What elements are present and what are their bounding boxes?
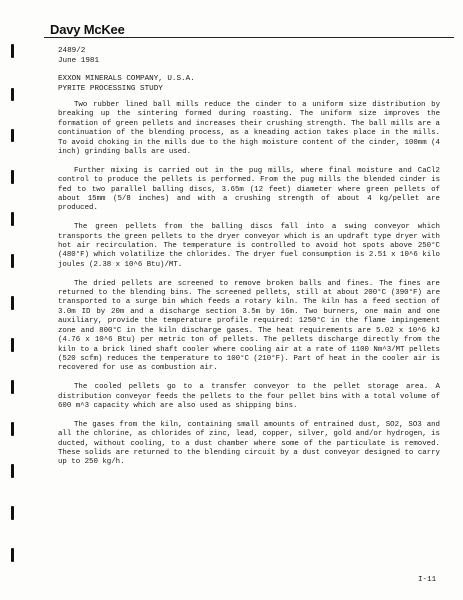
binder-hole bbox=[11, 296, 14, 310]
company-logo: Davy McKee bbox=[50, 22, 125, 37]
paragraph: The green pellets from the balling discs fall into a swing conveyor which transports the green pellets to the dryer conveyor which is an updraft type dryer with hot air recirculation. The temperature is controlled to avoid hot spots above 250°C (480°F) which volatilize the chlorides. The dryer fuel consumption is 2.51 x 10^6 kilo joules (2.38 x 10^6 Btu)/MT. bbox=[58, 223, 440, 269]
document-body bbox=[58, 101, 440, 477]
client-name: EXXON MINERALS COMPANY, U.S.A. bbox=[58, 75, 195, 83]
binder-hole bbox=[11, 506, 14, 520]
binder-hole bbox=[11, 44, 14, 58]
binder-hole bbox=[11, 380, 14, 394]
binder-hole bbox=[11, 170, 14, 184]
binder-hole bbox=[11, 212, 14, 226]
binder-hole bbox=[11, 88, 14, 101]
binder-hole bbox=[11, 338, 14, 352]
header-rule bbox=[44, 37, 454, 38]
binder-hole bbox=[11, 129, 14, 142]
paragraph: The cooled pellets go to a transfer conveyor to the pellet storage area. A distribution conveyor feeds the pellets to the four pellet bins with a total volume of 600 m^3 capacity which are also used as shipping bins. bbox=[58, 383, 440, 410]
binder-hole bbox=[11, 254, 14, 268]
page-number: I-11 bbox=[418, 576, 437, 584]
doc-number: 2489/2 bbox=[58, 47, 86, 55]
paragraph: The gases from the kiln, containing small amounts of entrained dust, SO2, SO3 and all the chlorine, as chlorides of zinc, lead, copper, silver, gold and/or hydrogen, is ducted, without cooling, to a dust chamber where some of the particulate is removed. These solids are returned to the blending circuit by a dust conveyor designed to carry up to 250 kg/h. bbox=[58, 420, 440, 467]
paragraph: Further mixing is carried out in the pug mills, where final moisture and CaCl2 control to produce the pellets is performed. From the pug mills the blended cinder is fed to two parallel balling discs, 3.65m (12 feet) diameter where green pellets of about 15mm (5/8 inches) and with a crushing strength of about 4 kg/pellet are produced. bbox=[58, 166, 440, 213]
binder-hole bbox=[11, 464, 14, 478]
study-title: PYRITE PROCESSING STUDY bbox=[58, 85, 163, 93]
paragraph: The dried pellets are screened to remove broken balls and fines. The fines are returned to the blending bins. The screened pellets, still at about 200°C (390°F) are transported to a surge bin which feeds a rotary kiln. The kiln has a feed section of 3.0m ID by 20m and a discharge section 3.5m by 16m. Two burners, one main and one auxiliary, provide the temperature profile required: 1250°C in the flame impingement zone and 800°C in the kiln discharge gases. The heat requirements are 5.02 x 10^6 kJ (4.76 x 10^6 Btu) per metric ton of pellets. The pellets discharge directly from the kiln to a brick lined shaft cooler where cooling air at a rate of 1100 Nm^3/MT pellets (520 scfm) reduces the temperature to 100°C (210°F). Part of heat in the cooler air is recovered for use as combustion air. bbox=[58, 279, 440, 373]
paragraph: Two rubber lined ball mills reduce the cinder to a uniform size distribution by breaking up the sintering formed during roasting. The uniform size improves the formation of green pellets and increases their crushing strength. The ball mills are a continuation of the blending process, as a kneading action takes place in the mills. To avoid choking in the mills due to the high moisture content of the cinder, 100mm (4 inch) grinding balls are used. bbox=[58, 101, 440, 157]
binder-hole bbox=[11, 548, 14, 562]
binder-hole bbox=[11, 422, 14, 436]
doc-date: June 1981 bbox=[58, 57, 100, 65]
